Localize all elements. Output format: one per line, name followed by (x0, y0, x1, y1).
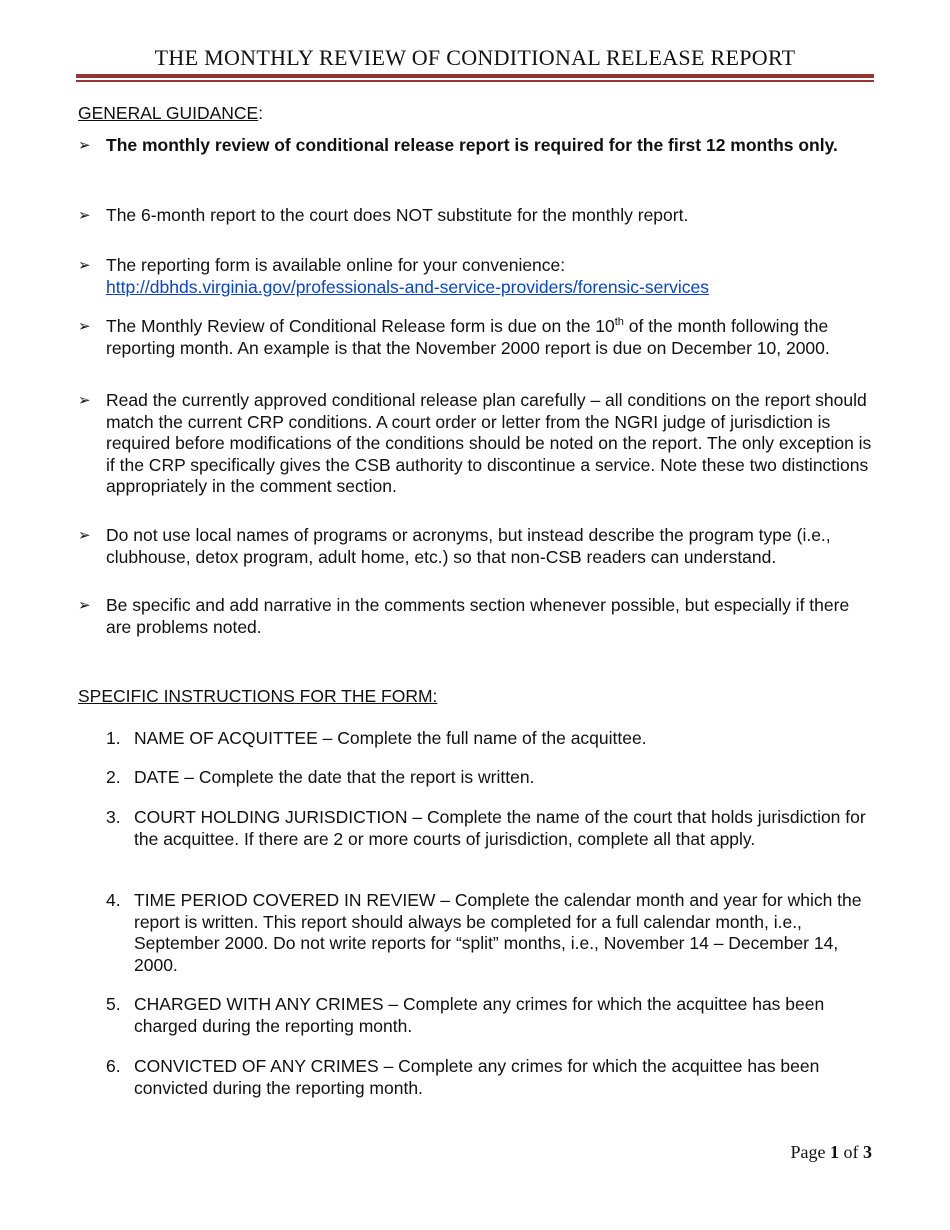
page-title: THE MONTHLY REVIEW OF CONDITIONAL RELEASE REPORT (154, 45, 796, 70)
instruction-item-2: 2. DATE – Complete the date that the report is written. (106, 767, 535, 787)
guidance-bullet-6: ➢ Do not use local names of programs or acronyms, but instead describe the program type (i.e., clubhouse, detox program, adult home, etc.) so that non-CSB readers can understand. (78, 525, 831, 567)
guidance-bullet-3: ➢ The reporting form is available online for your convenience: http://dbhds.virginia.gov/professionals-and-service-providers/forensic-services (78, 255, 710, 297)
instruction-item-3: 3. COURT HOLDING JURISDICTION – Complete the name of the court that holds jurisdiction for the acquittee. If there are 2 or more courts of jurisdiction, complete all that apply. (106, 807, 866, 849)
instruction-item-5: 5. CHARGED WITH ANY CRIMES – Complete any crimes for which the acquittee has been charged during the reporting month. (106, 994, 825, 1036)
arrowhead-bullet-icon: ➢ (78, 257, 91, 274)
general-guidance-heading: GENERAL GUIDANCE: (78, 103, 264, 123)
arrowhead-bullet-icon: ➢ (78, 207, 91, 224)
page-number-footer: Page 1 of 3 (790, 1142, 872, 1162)
specific-instructions-heading: SPECIFIC INSTRUCTIONS FOR THE FORM: (78, 686, 438, 706)
title-rule-thick (76, 74, 874, 78)
guidance-bullet-5: ➢ Read the currently approved conditional release plan carefully – all conditions on the report should match the current CRP conditions. A court order or letter from the NGRI judge of jurisdiction is required before modifications of the conditions should be noted on the report. The only exception is if the CRP specifically gives the CSB authority to discontinue a service. Note these two distinctions appropriately in the comment section. (78, 390, 872, 496)
arrowhead-bullet-icon: ➢ (78, 392, 91, 409)
arrowhead-bullet-icon: ➢ (78, 597, 91, 614)
guidance-bullet-2: ➢ The 6-month report to the court does NOT substitute for the monthly report. (78, 205, 689, 225)
arrowhead-bullet-icon: ➢ (78, 137, 91, 154)
guidance-bullet-4: ➢ The Monthly Review of Conditional Release form is due on the 10th of the month following the reporting month. An example is that the November 2000 report is due on December 10, 2000. (78, 316, 830, 358)
instruction-item-1: 1. NAME OF ACQUITTEE – Complete the full name of the acquittee. (106, 728, 647, 748)
guidance-bullet-7: ➢ Be specific and add narrative in the comments section whenever possible, but especially if there are problems noted. (78, 595, 850, 637)
arrowhead-bullet-icon: ➢ (78, 527, 91, 544)
forensic-services-link[interactable]: http://dbhds.virginia.gov/professionals-and-service-providers/forensic-services (106, 276, 710, 297)
title-rule-thin (76, 80, 874, 82)
instruction-item-6: 6. CONVICTED OF ANY CRIMES – Complete any crimes for which the acquittee has been convicted during the reporting month. (106, 1056, 820, 1098)
instruction-item-4: 4. TIME PERIOD COVERED IN REVIEW – Complete the calendar month and year for which the report is written. This report should always be completed for a full calendar month, i.e., September 2000. Do not write reports for “split” months, i.e., November 14 – December 14, 2000. (106, 890, 862, 975)
guidance-bullet-1: ➢ The monthly review of conditional release report is required for the first 12 months only. (78, 135, 838, 155)
arrowhead-bullet-icon: ➢ (78, 318, 91, 335)
